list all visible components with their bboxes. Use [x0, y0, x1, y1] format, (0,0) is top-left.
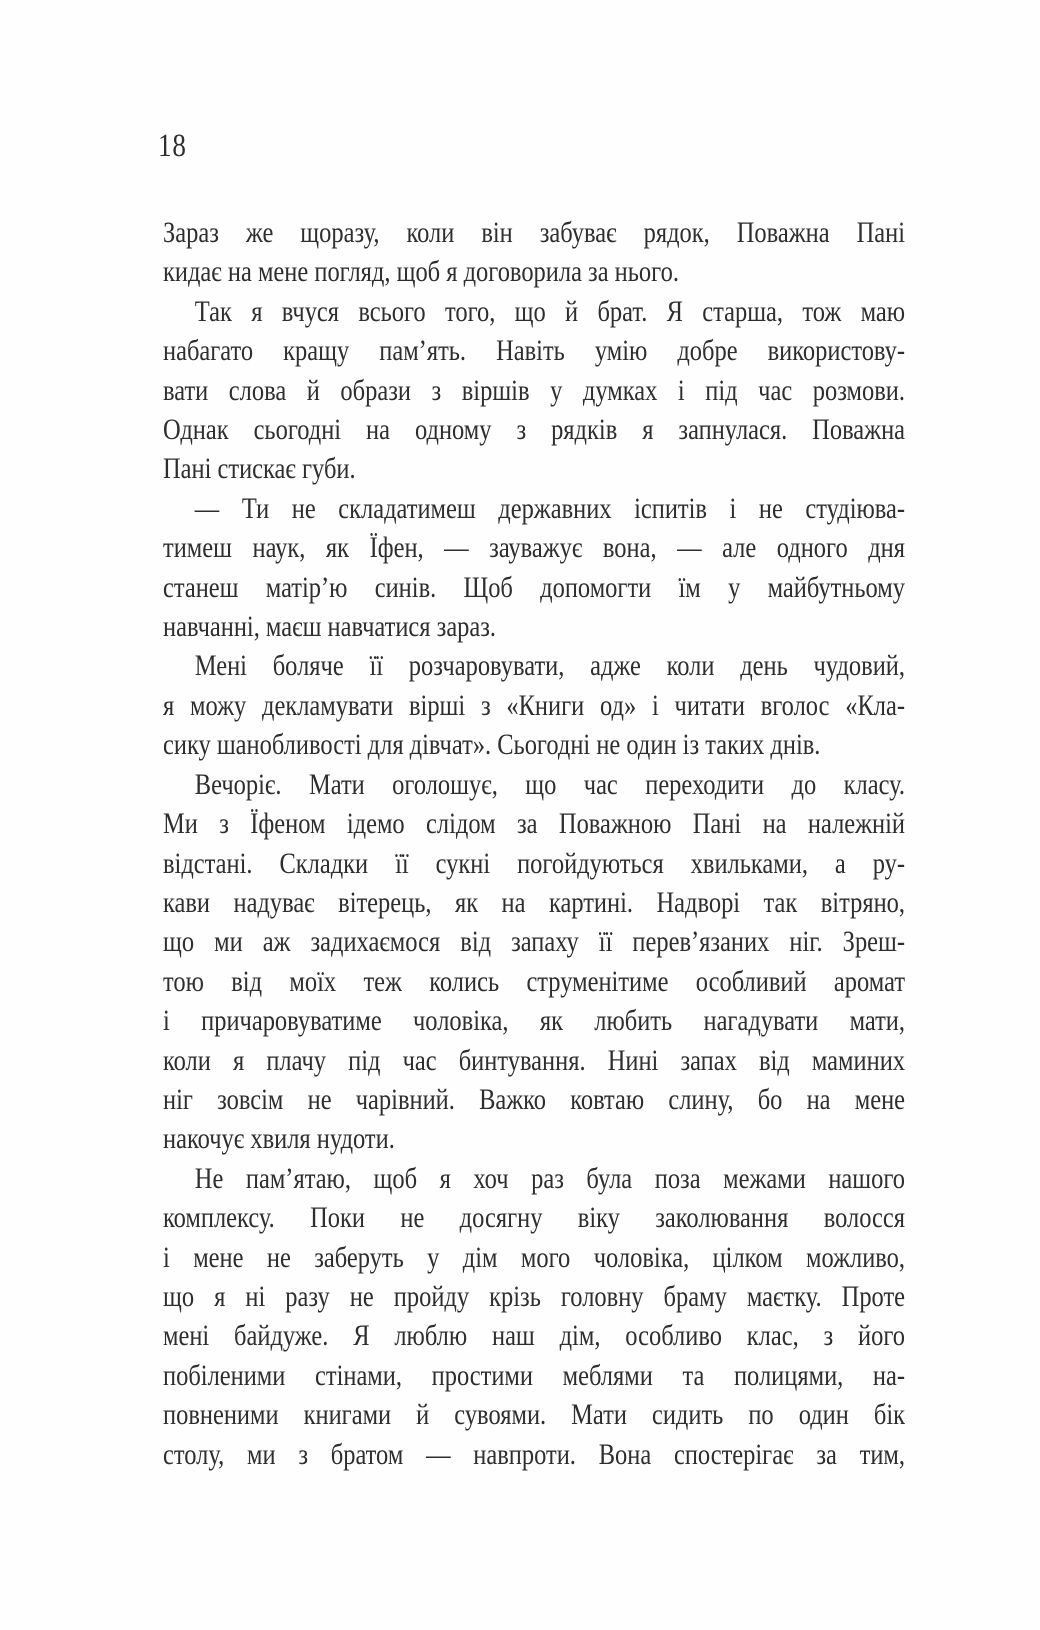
text-line: станеш матір’ю синів. Щоб допомогти їм у майбутньому [163, 570, 906, 604]
text-line: коли я плачу під час бинтування. Нині запах від маминих [163, 1043, 906, 1077]
paragraph [163, 646, 905, 764]
text-line: вати слова й образи з віршів у думках і під час розмови. [163, 373, 906, 407]
paragraph [163, 1159, 905, 1474]
paragraph [163, 213, 905, 292]
text-line: що ми аж задихаємося від запаху її перев’язаних ніг. Зреш- [163, 925, 906, 959]
text-line: сику шанобливості для дівчат». Сьогодні не один із таких днів. [163, 728, 821, 762]
page-text [163, 213, 905, 1474]
text-line: столу, ми з братом — навпроти. Вона спостерігає за тим, [163, 1437, 906, 1471]
text-line: Вечоріє. Мати оголошує, що час переходити до класу. [194, 767, 906, 801]
text-line: повненими книгами й сувоями. Мати сидить по один бік [163, 1398, 906, 1432]
text-line: що я ні разу не пройду крізь головну браму маєтку. Проте [163, 1279, 906, 1313]
text-line: кидає на мене погляд, щоб я договорила за нього. [163, 255, 679, 289]
paragraph [163, 765, 905, 1159]
text-line: Мені боляче її розчаровувати, адже коли день чудовий, [194, 649, 906, 683]
text-line: навчанні, маєш навчатися зараз. [163, 610, 497, 644]
text-line: побіленими стінами, простими меблями та полицями, на- [163, 1358, 906, 1392]
text-line: і причаровуватиме чоловіка, як любить нагадувати мати, [163, 1004, 906, 1038]
text-line: Зараз же щоразу, коли він забуває рядок, Поважна Пані [163, 216, 906, 249]
text-line: Не пам’ятаю, щоб я хоч раз була поза межами нашого [194, 1161, 906, 1195]
text-line: і мене не заберуть у дім мого чоловіка, цілком можливо, [163, 1240, 906, 1274]
text-line: — Ти не складатимеш державних іспитів і не студіюва- [194, 491, 906, 525]
text-line: ніг зовсім не чарівний. Важко ковтаю слину, бо на мене [163, 1082, 906, 1116]
text-line: Однак сьогодні на одному з рядків я запнулася. Поважна [163, 413, 906, 447]
paragraph [163, 292, 905, 489]
page-number: 18 [158, 128, 187, 164]
text-line: комплексу. Поки не досягну віку заколювання волосся [163, 1201, 906, 1235]
text-line: тою від моїх теж колись струменітиме особливий аромат [163, 964, 906, 998]
text-line: кави надуває вітерець, як на картині. Надворі так вітряно, [163, 885, 906, 919]
text-line: Пані стискає губи. [163, 452, 356, 486]
text-line: набагато кращу пам’ять. Навіть умію добре використову- [163, 334, 906, 368]
text-line: мені байдуже. Я люблю наш дім, особливо клас, з його [163, 1319, 906, 1353]
paragraph [163, 489, 905, 647]
text-line: накочує хвиля нудоти. [163, 1122, 395, 1156]
text-line: я можу декламувати вірші з «Книги од» і читати вголос «Кла- [163, 688, 906, 722]
text-line: Так я вчуся всього того, що й брат. Я старша, тож маю [194, 294, 906, 328]
text-line: тимеш наук, як Їфен, — зауважує вона, — але одного дня [163, 531, 906, 565]
text-line: відстані. Складки її сукні погойдуються хвильками, а ру- [163, 846, 906, 880]
text-line: Ми з Їфеном ідемо слідом за Поважною Пані на належній [163, 807, 906, 841]
